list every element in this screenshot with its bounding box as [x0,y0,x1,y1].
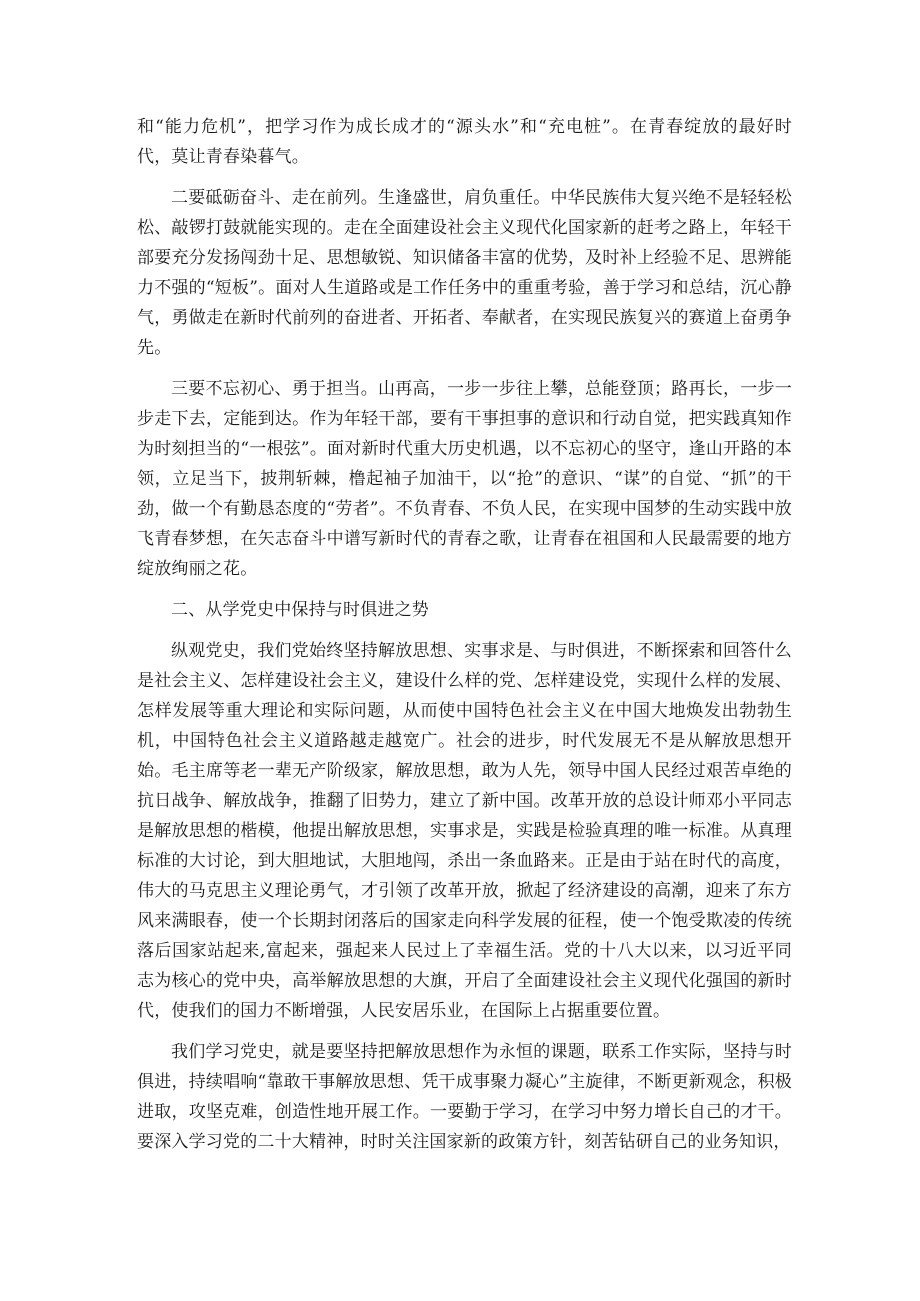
document-body [137,112,792,1168]
paragraph-strive: 二要砥砺奋斗、走在前列。生逢盛世，肩负重任。中华民族伟大复兴绝不是轻轻松松、敲锣打鼓就能实现的。走在全面建设社会主义现代化国家新的赶考之路上，年轻干部要充分发扬闯劲十足、思想敏锐、知识储备丰富的优势，及时补上经验不足、思辨能力不强的“短板”。面对人生道路或是工作任务中的重重考验，善于学习和总结，沉心静气，勇做走在新时代前列的奋进者、开拓者、奉献者，在实现民族复兴的赛道上奋勇争先。 [137,188,792,358]
paragraph-continuation: 和“能力危机”，把学习作为成长成才的“源头水”和“充电桩”。在青春绽放的最好时代，莫让青春染暮气。 [137,117,792,167]
paragraph-party-history: 纵观党史，我们党始终坚持解放思想、实事求是、与时俱进，不断探索和回答什么是社会主义、怎样建设社会主义，建设什么样的党、怎样建设党，实现什么样的发展、怎样发展等重大理论和实际问题，从而使中国特色社会主义在中国大地焕发出勃勃生机，中国特色社会主义道路越走越宽广。社会的进步，时代发展无不是从解放思想开始。毛主席等老一辈无产阶级家，解放思想，敢为人先，领导中国人民经过艰苦卓绝的抗日战争、解放战争，推翻了旧势力，建立了新中国。改革开放的总设计师邓小平同志是解放思想的楷模，他提出解放思想，实事求是，实践是检验真理的唯一标准。从真理标准的大讨论，到大胆地试，大胆地闯，杀出一条血路来。正是由于站在时代的高度，伟大的马克思主义理论勇气，才引领了改革开放，掀起了经济建设的高潮，迎来了东方风来满眼春，使一个长期封闭落后的国家走向科学发展的征程，使一个饱受欺凌的传统落后国家站起来,富起来，强起来人民过上了幸福生活。党的十八大以来，以习近平同志为核心的党中央，高举解放思想的大旗，开启了全面建设社会主义现代化强国的新时代，使我们的国力不断增强，人民安居乐业，在国际上占据重要位置。 [137,641,792,1021]
paragraph-study: 我们学习党史，就是要坚持把解放思想作为永恒的课题，联系工作实际，坚持与时俱进，持续唱响“靠敢干事解放思想、凭干成事聚力凝心”主旋律，不断更新观念，积极进取，攻坚克难，创造性地开展工作。一要勤于学习，在学习中努力增长自己的才干。要深入学习党的二十大精神，时时关注国家新的政策方针，刻苦钻研自己的业务知识， [137,1042,792,1152]
paragraph-responsibility: 三要不忘初心、勇于担当。山再高，一步一步往上攀，总能登顶；路再长，一步一步走下去，定能到达。作为年轻干部，要有干事担事的意识和行动自觉，把实践真知作为时刻担当的“一根弦”。面对新时代重大历史机遇，以不忘初心的坚守，逢山开路的本领，立足当下，披荆斩棘，橹起袖子加油干，以“抢”的意识、“谋”的自觉、“抓”的干劲，做一个有勤恳态度的“劳者”。不负青春、不负人民，在实现中国梦的生动实践中放飞青春梦想，在矢志奋斗中谱写新时代的青春之歌，让青春在祖国和人民最需要的地方绽放绚丽之花。 [137,379,792,579]
section-heading: 二、从学党史中保持与时俱进之势 [171,600,429,620]
